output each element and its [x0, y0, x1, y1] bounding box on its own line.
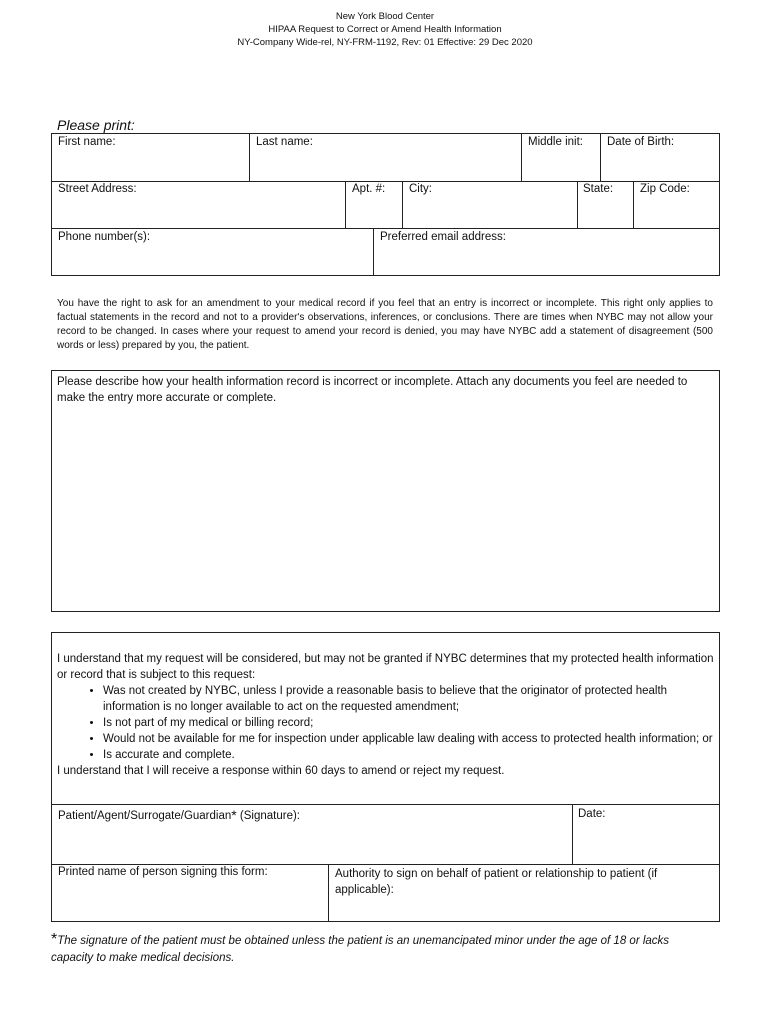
list-item: • Would not be available for me for inspection under applicable law dealing with access to protected health information; or — [103, 731, 717, 747]
first-name-field[interactable]: First name: — [58, 136, 116, 148]
condition-list — [57, 683, 717, 763]
footnote-asterisk: * — [51, 931, 58, 948]
phone-field[interactable]: Phone number(s): — [58, 231, 151, 243]
signature-suffix: (Signature): — [236, 810, 300, 822]
rights-paragraph: You have the right to ask for an amendment to your medical record if you feel that an entry is incorrect or incomplete. This right only applies to factual statements in the record and not to a provider's observations, inferences, or conclusions. There are times when NYBC may not allow your record to be changed. In cases where your request to amend your record is denied, you may have NYBC add a statement of disagreement (500 words or less) prepared by you, the patient. — [57, 298, 713, 351]
email-field[interactable]: Preferred email address: — [380, 231, 506, 243]
form-code: NY-Company Wide-rel, NY-FRM-1192, Rev: 01 Effective: 29 Dec 2020 — [237, 37, 533, 48]
state-field[interactable]: State: — [583, 183, 614, 195]
personal-info-table — [51, 133, 720, 276]
response-statement: I understand that I will receive a response within 60 days to amend or reject my request. — [57, 765, 505, 777]
acknowledgement-intro: I understand that my request will be considered, but may not be granted if NYBC determines that my protected health information or record that is subject to this request: — [57, 653, 714, 681]
footnote — [51, 931, 701, 967]
please-print-label: Please print: — [57, 117, 135, 133]
street-address-field[interactable]: Street Address: — [58, 183, 137, 195]
city-field[interactable]: City: — [409, 183, 432, 195]
authority-field[interactable]: Authority to sign on behalf of patient or relationship to patient (if applicable): — [335, 868, 658, 896]
list-item: • Is accurate and complete. — [103, 747, 717, 763]
org-name: New York Blood Center — [335, 11, 435, 22]
signature-field[interactable] — [58, 807, 300, 823]
acknowledgement-text — [57, 651, 717, 779]
form-header — [0, 10, 770, 49]
describe-prompt: Please describe how your health information record is incorrect or incomplete. Attach any documents you feel are needed to make the entry more accurate or complete. — [57, 376, 688, 404]
dob-field[interactable]: Date of Birth: — [607, 136, 675, 148]
signature-date-field[interactable]: Date: — [578, 808, 606, 820]
describe-box[interactable] — [51, 370, 720, 612]
footnote-text: The signature of the patient must be obtained unless the patient is an unemancipated minor under the age of 18 or lacks capacity to make medical decisions. — [51, 935, 670, 964]
list-item: • Is not part of my medical or billing record; — [103, 715, 717, 731]
signature-label: Patient/Agent/Surrogate/Guardian — [58, 810, 232, 822]
zip-code-field[interactable]: Zip Code: — [640, 183, 690, 195]
list-item: • Was not created by NYBC, unless I provide a reasonable basis to believe that the originator of protected health information is no longer available to act on the requested amendment; — [103, 683, 717, 715]
form-title: HIPAA Request to Correct or Amend Health Information — [268, 24, 502, 35]
middle-init-field[interactable]: Middle init: — [528, 136, 583, 148]
printed-name-field[interactable]: Printed name of person signing this form: — [58, 866, 268, 878]
apt-field[interactable]: Apt. #: — [352, 183, 386, 195]
signature-asterisk: * — [231, 807, 237, 823]
last-name-field[interactable]: Last name: — [256, 136, 313, 148]
